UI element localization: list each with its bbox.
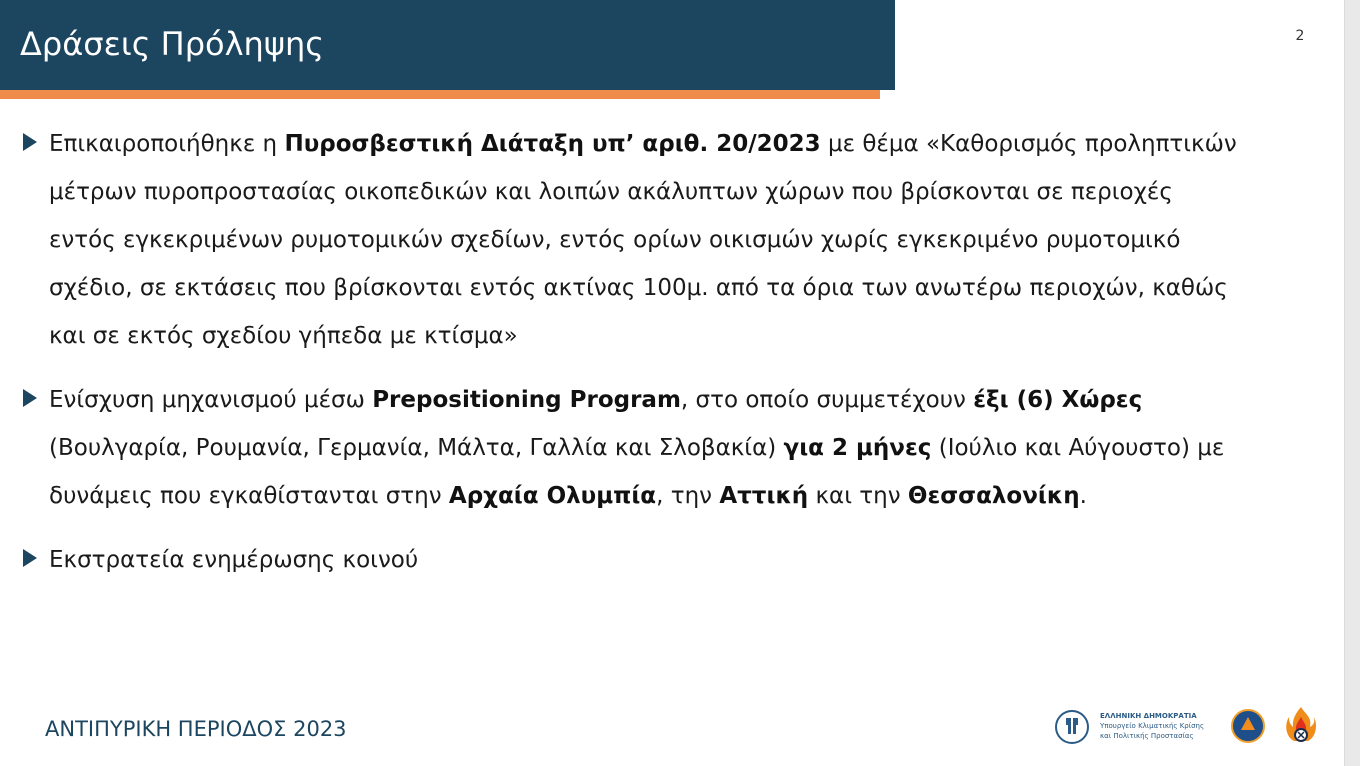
text-run: . <box>1079 483 1087 509</box>
text-run: Ενίσχυση μηχανισμού μέσω <box>49 387 373 413</box>
text-run: Εκστρατεία ενημέρωσης κοινού <box>49 547 419 573</box>
text-run: (Ιούλιο και Αύγουστο) με δυνάμεις που εγκαθίστανται στην <box>49 435 1225 509</box>
bullet-item <box>22 120 1242 360</box>
arrow-right-icon <box>23 133 37 151</box>
bullet-item <box>22 536 1242 584</box>
text-run: (Βουλγαρία, Ρουμανία, Γερμανία, Μάλτα, Γαλλία και Σλοβακία) <box>49 435 784 461</box>
bold-text: Prepositioning Program <box>372 387 681 413</box>
text-run: , την <box>656 483 720 509</box>
arrow-right-icon <box>23 389 37 407</box>
bold-text: για 2 μήνες <box>783 435 932 461</box>
footer-label: ΑΝΤΙΠΥΡΙΚΗ ΠΕΡΙΟΔΟΣ 2023 <box>45 717 347 741</box>
bold-text: Θεσσαλονίκη <box>907 483 1080 509</box>
bullet-item <box>22 376 1242 520</box>
fire-service-logo-icon <box>1284 705 1318 745</box>
ministry-line-1: ΕΛΛΗΝΙΚΗ ΔΗΜΟΚΡΑΤΙΑ <box>1100 712 1197 720</box>
bullet-text <box>49 536 1242 584</box>
bold-text: έξι (6) Χώρες <box>973 387 1143 413</box>
greek-emblem-icon <box>1055 710 1089 744</box>
text-run: με θέμα «Καθορισμός προληπτικών μέτρων πυροπροστασίας οικοπεδικών και λοιπών ακάλυπτων χώρων που βρίσκονται σε περιοχές εντός εγκεκριμένων ρυμοτομικών σχεδίων, εντός ορίων οικισμών χωρίς εγκεκριμένο ρυμοτομικό σχέδιο, σε εκτάσεις που βρίσκονται εντός ακτίνας 100μ. από τα όρια των ανωτέρω περιοχών, καθώς και σε εκτός σχεδίου γήπεδα με κτίσμα» <box>49 131 1237 349</box>
slide-title: Δράσεις Πρόληψης <box>20 25 324 63</box>
bullet-list <box>22 120 1242 584</box>
text-run: Επικαιροποιήθηκε η <box>49 131 285 157</box>
scrollbar[interactable] <box>1344 0 1360 766</box>
bold-text: Αρχαία Ολυμπία <box>448 483 657 509</box>
text-run: , στο οποίο συμμετέχουν <box>680 387 974 413</box>
page-number: 2 <box>1295 28 1305 44</box>
bullet-text <box>49 120 1242 360</box>
text-run: και την <box>808 483 908 509</box>
bullet-text <box>49 376 1242 520</box>
footer-logos <box>1055 702 1325 752</box>
civil-protection-logo-icon <box>1231 709 1265 743</box>
ministry-line-3: και Πολιτικής Προστασίας <box>1100 732 1194 740</box>
title-accent-stripe <box>0 90 880 99</box>
bold-text: Αττική <box>719 483 809 509</box>
arrow-right-icon <box>23 549 37 567</box>
title-bar <box>0 0 895 90</box>
bold-text: Πυροσβεστική Διάταξη υπ’ αριθ. 20/2023 <box>284 131 821 157</box>
ministry-line-2: Υπουργείο Κλιματικής Κρίσης <box>1100 722 1205 730</box>
ministry-text <box>1100 711 1250 741</box>
